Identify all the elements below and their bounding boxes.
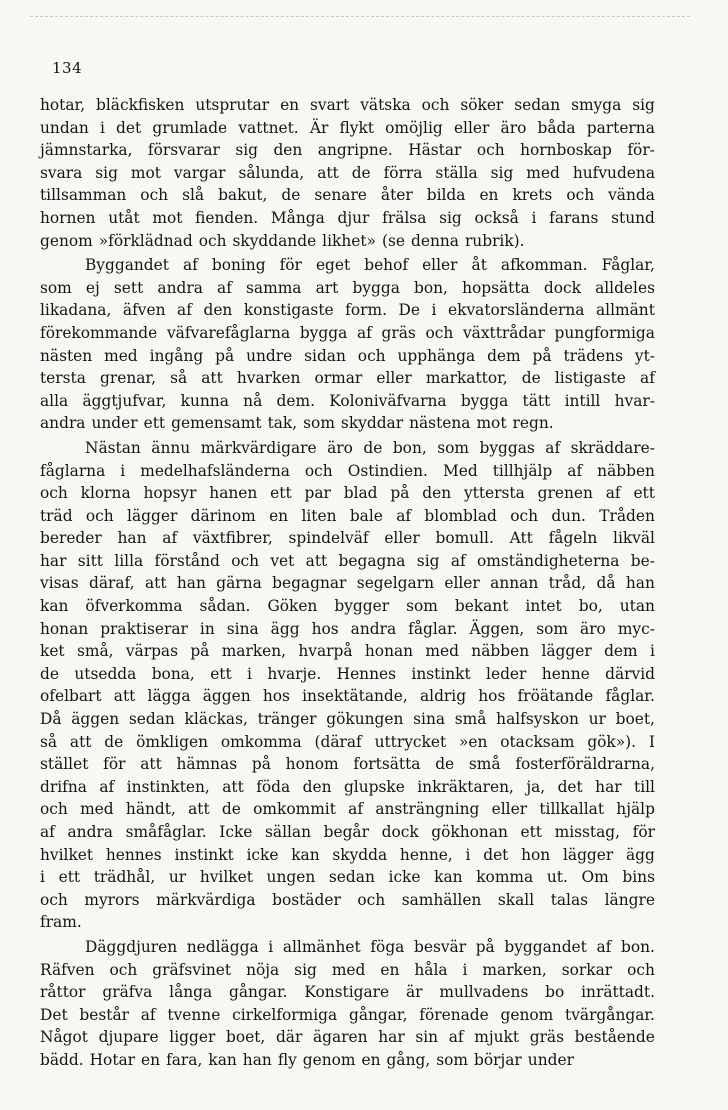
text-line: så att de ömkligen omkomma (däraf uttrycket »en otacksam gök»). I <box>40 732 655 751</box>
text-body <box>40 94 655 1072</box>
text-line: i ett trädhål, ur hvilket ungen sedan icke kan komma ut. Om bins <box>40 868 655 887</box>
text-line: fram. <box>40 913 82 932</box>
text-line: stället för att hämnas på honom fortsätta de små fosterföräldrarna, <box>40 755 655 774</box>
text-line: undan i det grumlade vattnet. Är flykt omöjlig eller äro båda parterna <box>40 118 655 137</box>
text-line: Något djupare ligger boet, där ägaren har sin af mjukt gräs bestående <box>40 1028 655 1047</box>
text-line: Räfven och gräfsvinet nöja sig med en håla i marken, sorkar och <box>40 960 655 979</box>
text-line: bädd. Hotar en fara, kan han fly genom en gång, som börjar under <box>40 1050 574 1069</box>
text-line: råttor gräfva långa gångar. Konstigare är mullvadens bo inrättadt. <box>40 983 655 1002</box>
text-line: Då äggen sedan kläckas, tränger gökungen sina små halfsyskon ur boet, <box>40 710 655 729</box>
text-line: bereder han af växtfibrer, spindelväf eller bomull. Att fågeln likväl <box>40 529 655 548</box>
text-line: kan öfverkomma sådan. Göken bygger som bekant intet bo, utan <box>40 597 655 616</box>
text-line: honan praktiserar in sina ägg hos andra fåglar. Äggen, som äro myc- <box>40 619 655 638</box>
text-line: nästen med ingång på undre sidan och upphänga dem på trädens yt- <box>40 346 655 365</box>
text-line: Det består af tvenne cirkelformiga gångar, förenade genom tvärgångar. <box>40 1005 655 1024</box>
text-line: genom »förklädnad och skyddande likhet» (se denna rubrik). <box>40 231 525 250</box>
text-line: hornen utåt mot fienden. Många djur frälsa sig också i farans stund <box>40 208 655 227</box>
text-line: fåglarna i medelhafsländerna och Ostindien. Med tillhjälp af näbben <box>40 461 655 480</box>
text-line: Byggandet af boning för eget behof eller åt afkomman. Fåglar, <box>85 256 655 275</box>
text-line: har sitt lilla förstånd och vet att begagna sig af omständigheterna be- <box>40 551 655 570</box>
text-line: de utsedda bona, ett i hvarje. Hennes instinkt leder henne därvid <box>40 664 655 683</box>
text-line: alla äggtjufvar, kunna nå dem. Koloniväfvarna bygga tätt intill hvar- <box>40 391 655 410</box>
top-rule <box>30 16 690 17</box>
text-line: af andra småfåglar. Icke sällan begår dock gökhonan ett misstag, för <box>40 823 655 841</box>
text-line: hotar, bläckfisken utsprutar en svart vätska och söker sedan smyga sig <box>40 96 655 114</box>
text-line: likadana, äfven af den konstigaste form. De i ekvatorsländerna allmänt <box>40 301 655 320</box>
text-line: Däggdjuren nedlägga i allmänhet föga besvär på byggandet af bon. <box>85 937 655 956</box>
text-line: förekommande väfvarefåglarna bygga af gräs och växttrådar pungformiga <box>40 323 655 342</box>
text-line: tillsamman och slå bakut, de senare åter bilda en krets och vända <box>40 186 655 205</box>
text-line: visas däraf, att han gärna begagnar segelgarn eller annan tråd, då han <box>40 574 655 593</box>
text-line: och myrors märkvärdiga bostäder och samhällen skall talas längre <box>40 890 655 909</box>
text-line: ofelbart att lägga äggen hos insektätande, aldrig hos fröätande fåglar. <box>40 687 655 706</box>
text-line: jämnstarka, försvarar sig den angripne. Hästar och hornboskap för- <box>40 141 655 160</box>
text-line: hvilket hennes instinkt icke kan skydda henne, i det hon lägger ägg <box>40 845 655 864</box>
text-line: tersta grenar, så att hvarken ormar eller markattor, de listigaste af <box>40 369 655 388</box>
page-number: 134 <box>52 59 83 77</box>
text-line: som ej sett andra af samma art bygga bon, hopsätta dock alldeles <box>40 278 655 297</box>
text-line: träd och lägger därinom en liten bale af blomblad och dun. Tråden <box>40 506 655 525</box>
text-line: och klorna hopsyr hanen ett par blad på den yttersta grenen af ett <box>40 484 655 503</box>
text-line: ket små, värpas på marken, hvarpå honan med näbben lägger dem i <box>40 642 655 661</box>
text-line: och med händt, att de omkommit af ansträngning eller tillkallat hjälp <box>40 800 655 819</box>
text-line: andra under ett gemensamt tak, som skyddar nästena mot regn. <box>40 414 554 433</box>
text-line: Nästan ännu märkvärdigare äro de bon, som byggas af skräddare- <box>85 438 655 457</box>
text-line: drifna af instinkten, att föda den glupske inkräktaren, ja, det har till <box>40 777 655 796</box>
text-line: svara sig mot vargar sålunda, att de förra ställa sig med hufvudena <box>40 163 655 182</box>
